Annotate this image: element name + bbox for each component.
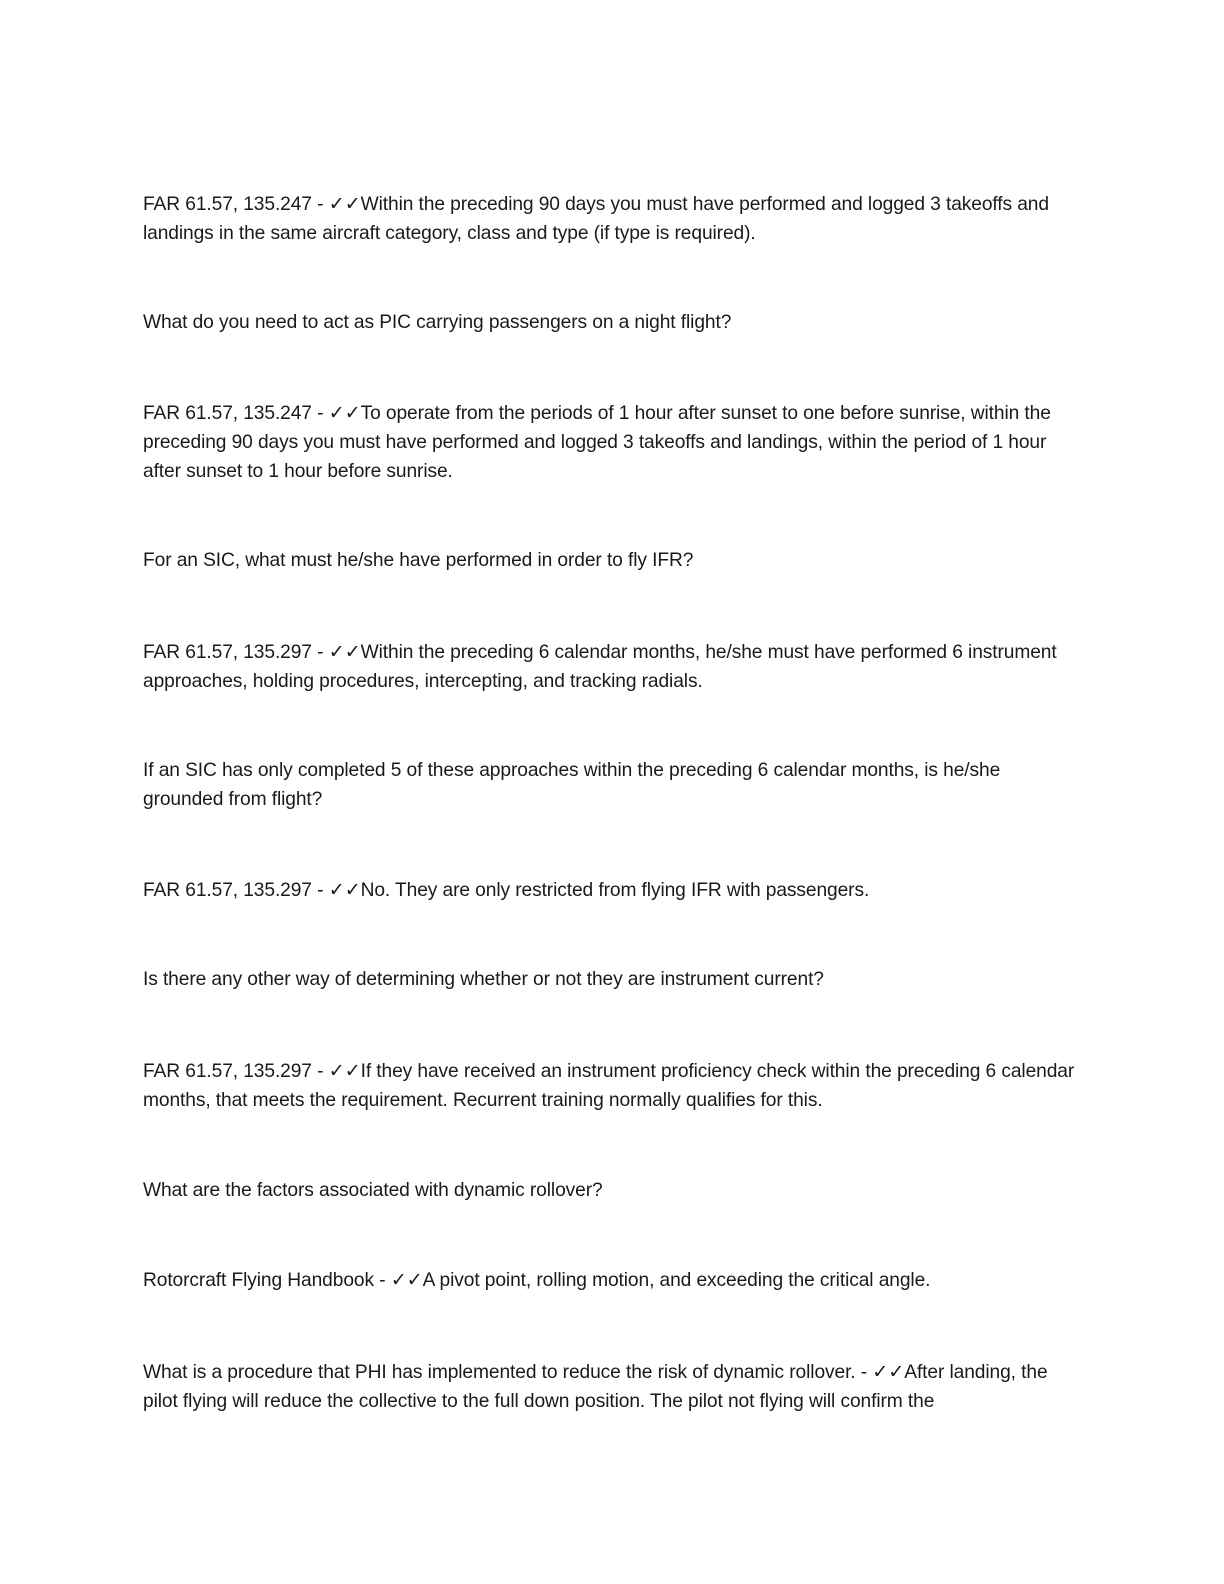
question-paragraph: If an SIC has only completed 5 of these approaches within the preceding 6 calendar months, is he/she grounded from flight? (143, 760, 1001, 810)
answer-paragraph: FAR 61.57, 135.247 - ✓✓Within the preceding 90 days you must have performed and logged 3 takeoffs and landings in the same aircraft category, class and type (if type is required). (143, 194, 1049, 244)
answer-paragraph: FAR 61.57, 135.247 - ✓✓To operate from the periods of 1 hour after sunset to one before sunrise, within the preceding 90 days you must have performed and logged 3 takeoffs and landings, within the period of 1 hour after sunset to 1 hour before sunrise. (143, 403, 1051, 482)
question-paragraph: Is there any other way of determining whether or not they are instrument current? (143, 969, 824, 990)
question-paragraph: What do you need to act as PIC carrying passengers on a night flight? (143, 312, 732, 333)
question-answer-paragraph: What is a procedure that PHI has implemented to reduce the risk of dynamic rollover. - ✓✓After landing, the pilot flying will reduce the collective to the full down position. The pilot not flying will confirm the (143, 1362, 1048, 1412)
answer-paragraph: Rotorcraft Flying Handbook - ✓✓A pivot point, rolling motion, and exceeding the critical angle. (143, 1270, 931, 1291)
answer-paragraph: FAR 61.57, 135.297 - ✓✓Within the preceding 6 calendar months, he/she must have performed 6 instrument approaches, holding procedures, intercepting, and tracking radials. (143, 642, 1057, 692)
answer-paragraph: FAR 61.57, 135.297 - ✓✓No. They are only restricted from flying IFR with passengers. (143, 880, 870, 901)
question-paragraph: For an SIC, what must he/she have performed in order to fly IFR? (143, 550, 694, 571)
question-paragraph: What are the factors associated with dynamic rollover? (143, 1180, 603, 1201)
answer-paragraph: FAR 61.57, 135.297 - ✓✓If they have received an instrument proficiency check within the preceding 6 calendar months, that meets the requirement. Recurrent training normally qualifies for this. (143, 1061, 1075, 1111)
